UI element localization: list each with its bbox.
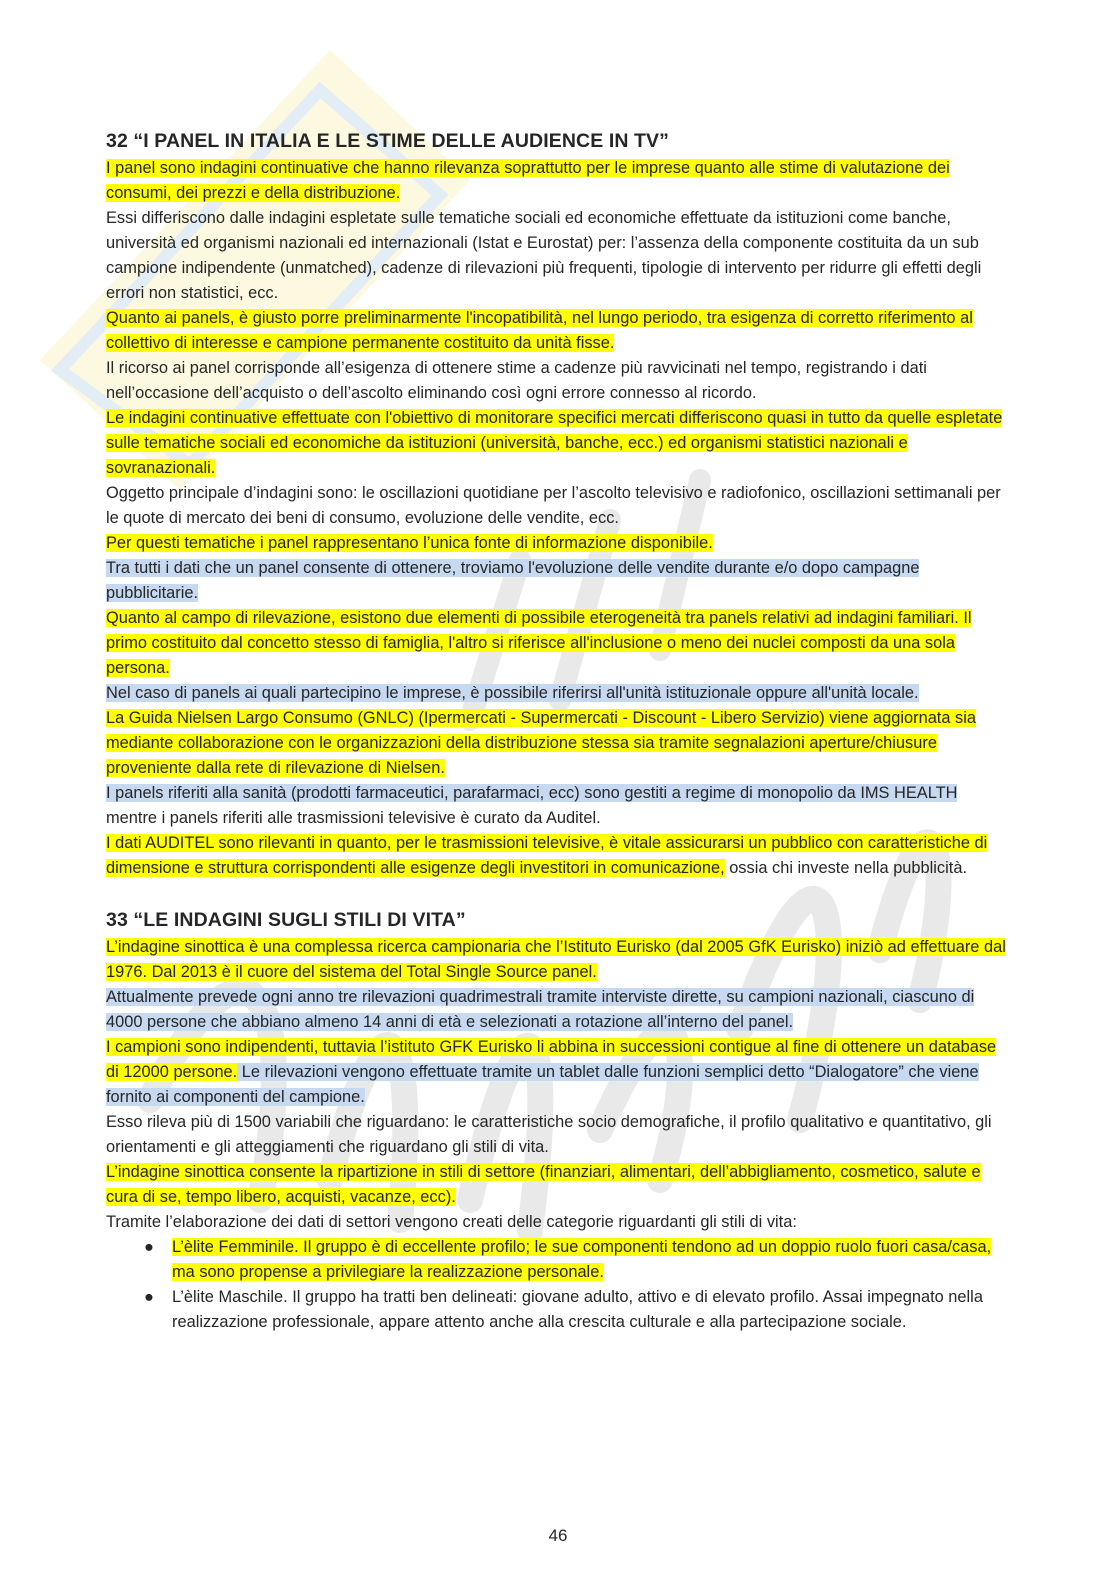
- text-run: Esso rileva più di 1500 variabili che riguardano: le caratteristiche socio demografiche, il profilo qualitativo e quantitativo, gli orientamenti e gli atteggiamenti che riguardano gli stili di vita.: [106, 1113, 992, 1156]
- paragraph: [106, 681, 1006, 706]
- highlighted-text-blue: Attualmente prevede ogni anno tre rilevazioni quadrimestrali tramite interviste dirette, su campioni nazionali, ciascuno di 4000 persone che abbiano almeno 14 anni di età e selezionati a rotazione all’interno del panel.: [106, 988, 975, 1031]
- highlighted-text-yellow: Le indagini continuative effettuate con l'obiettivo di monitorare specifici mercati differiscono quasi in tutto da quelle espletate sulle tematiche sociali ed economiche da istituzioni (università, banche, ecc.) ed organismi statistici nazionali e sovranazionali.: [106, 409, 1003, 477]
- paragraph: [106, 406, 1006, 481]
- highlighted-text-blue: Nel caso di panels ai quali partecipino le imprese, è possibile riferirsi all'unità istituzionale oppure all'unità locale.: [106, 684, 919, 702]
- paragraph: [106, 206, 1006, 306]
- document-page: [106, 128, 1006, 1335]
- text-run: ossia chi investe nella pubblicità.: [724, 859, 967, 877]
- paragraph: [106, 1160, 1006, 1210]
- highlighted-text-blue: Le rilevazioni vengono effettuate tramite un tablet dalle funzioni semplici detto “Dialogatore” che viene fornito ai componenti del campione.: [106, 1063, 979, 1106]
- paragraph: [106, 531, 1006, 556]
- highlighted-text-yellow: I dati AUDITEL sono rilevanti in quanto, per le trasmissioni televisive, è vitale assicurarsi un pubblico con caratteristiche di dimensione e struttura corrispondenti alle esigenze degli investitori in comunicazione,: [106, 834, 988, 877]
- paragraph: [106, 556, 1006, 606]
- highlighted-text-yellow: Quanto ai panels, è giusto porre preliminarmente l'incopatibilità, nel lungo periodo, tra esigenza di corretto riferimento al collettivo di interesse e campione permanente costituito da unità fisse.: [106, 309, 973, 352]
- paragraph: [106, 831, 1006, 881]
- highlighted-text-yellow: Per questi tematiche i panel rappresentano l’unica fonte di informazione disponibile.: [106, 534, 713, 552]
- text-run: Tramite l’elaborazione dei dati di settori vengono creati delle categorie riguardanti gli stili di vita:: [106, 1213, 797, 1231]
- text-run: mentre i panels riferiti alle trasmissioni televisive è curato da Auditel.: [106, 809, 601, 827]
- highlighted-text-yellow: La Guida Nielsen Largo Consumo (GNLC) (Ipermercati - Supermercati - Discount - Libero Servizio) viene aggiornata sia mediante collaborazione con le organizzazioni della distribuzione stessa sia tramite segnalazioni aperture/chiusure proveniente dalla rete di rilevazione di Nielsen.: [106, 709, 976, 777]
- paragraph: [106, 985, 1006, 1035]
- list-item: [142, 1235, 1006, 1285]
- paragraph: [106, 606, 1006, 681]
- highlighted-text-yellow: L’indagine sinottica consente la ripartizione in stili di settore (finanziari, alimentari, dell’abbigliamento, cosmetico, salute e cura di se, tempo libero, acquisti, vacanze, ecc).: [106, 1163, 981, 1206]
- page-number: 46: [548, 1526, 568, 1545]
- highlighted-text-blue: I panels riferiti alla sanità (prodotti farmaceutici, parafarmaci, ecc) sono gestiti a regime di monopolio da IMS HEALTH: [106, 784, 958, 802]
- paragraph: [106, 481, 1006, 531]
- text-run: L’èlite Maschile. Il gruppo ha tratti ben delineati: giovane adulto, attivo e di elevato profilo. Assai impegnato nella realizzazione professionale, appare attento anche alla crescita culturale e alla partecipazione sociale.: [172, 1288, 983, 1331]
- highlighted-text-yellow: L’indagine sinottica è una complessa ricerca campionaria che l’Istituto Eurisko (dal 2005 GfK Eurisko) iniziò ad effettuare dal 1976. Dal 2013 è il cuore del sistema del Total Single Source panel.: [106, 938, 1006, 981]
- section-32-body: [106, 156, 1006, 881]
- section-33-body: [106, 935, 1006, 1235]
- paragraph: [106, 1110, 1006, 1160]
- paragraph: [106, 781, 1006, 831]
- bullet-icon: ●: [144, 1238, 154, 1256]
- paragraph: [106, 306, 1006, 356]
- paragraph: [106, 356, 1006, 406]
- paragraph: [106, 1210, 1006, 1235]
- highlighted-text-yellow: I panel sono indagini continuative che hanno rilevanza soprattutto per le imprese quanto alle stime di valutazione dei consumi, dei prezzi e della distribuzione.: [106, 159, 950, 202]
- section-32-title: 32 “I PANEL IN ITALIA E LE STIME DELLE AUDIENCE IN TV”: [106, 130, 670, 152]
- bullet-icon: ●: [144, 1288, 154, 1306]
- paragraph: [106, 156, 1006, 206]
- lifestyle-categories-list: [106, 1235, 1006, 1335]
- highlighted-text-yellow: L’èlite Femminile. Il gruppo è di eccellente profilo; le sue componenti tendono ad un doppio ruolo fuori casa/casa, ma sono propense a privilegiare la realizzazione personale.: [172, 1238, 992, 1281]
- paragraph: [106, 706, 1006, 781]
- text-run: Il ricorso ai panel corrisponde all’esigenza di ottenere stime a cadenze più ravvicinati nel tempo, registrando i dati nell’occasione dell’acquisto o dell’ascolto eliminando così ogni errore connesso al ricordo.: [106, 359, 927, 402]
- section-33-title: 33 “LE INDAGINI SUGLI STILI DI VITA”: [106, 909, 466, 931]
- list-item: [142, 1285, 1006, 1335]
- paragraph: [106, 935, 1006, 985]
- highlighted-text-yellow: I campioni sono indipendenti, tuttavia l’istituto GFK Eurisko li abbina in successioni contigue al fine di ottenere un database di 12000 persone.: [106, 1038, 997, 1081]
- text-run: Essi differiscono dalle indagini espletate sulle tematiche sociali ed economiche effettuate da istituzioni come banche, università ed organismi nazionali ed internazionali (Istat e Eurostat) per: l’assenza della componente costituita da un sub campione indipendente (unmatched), cadenze di rilevazioni più frequenti, tipologie di intervento per ridurre gli effetti degli errori non statistici, ecc.: [106, 209, 982, 302]
- highlighted-text-blue: Tra tutti i dati che un panel consente di ottenere, troviamo l'evoluzione delle vendite durante e/o dopo campagne pubblicitarie.: [106, 559, 920, 602]
- highlighted-text-yellow: Quanto al campo di rilevazione, esistono due elementi di possibile eterogeneità tra panels relativi ad indagini familiari. Il primo costituito dal concetto stesso di famiglia, l'altro si riferisce all'inclusione o meno dei nuclei composti da una sola persona.: [106, 609, 972, 677]
- text-run: Oggetto principale d’indagini sono: le oscillazioni quotidiane per l’ascolto televisivo e radiofonico, oscillazioni settimanali per le quote di mercato dei beni di consumo, evoluzione delle vendite, ecc.: [106, 484, 1001, 527]
- paragraph: [106, 1035, 1006, 1110]
